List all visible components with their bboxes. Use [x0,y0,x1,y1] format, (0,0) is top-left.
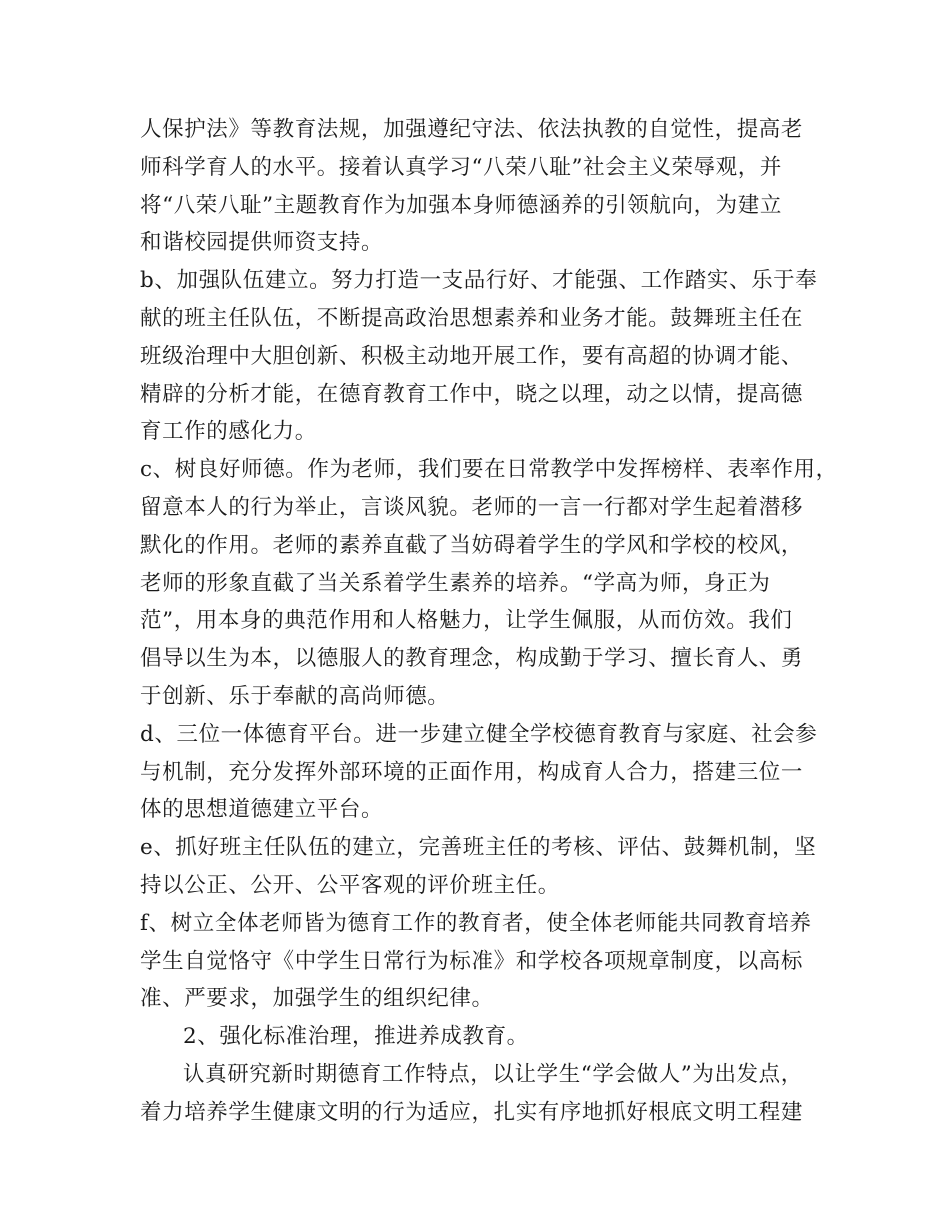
text-line: 和谐校园提供师资支持。 [140,230,384,256]
document-body [140,111,838,1132]
text-line: 着力培养学生健康文明的行为适应，扎实有序地抓好根底文明工程建 [140,1099,804,1125]
paragraph-item-f [140,905,820,1018]
paragraph-item-e [140,829,820,905]
text-line: e、抓好班主任队伍的建立，完善班主任的考核、评估、鼓舞机制，坚 [140,835,817,861]
text-line: 倡导以生为本，以德服人的教育理念，构成勤于学习、擅长育人、勇 [140,646,804,672]
text-line: 献的班主任队伍，不断提高政治思想素养和业务才能。鼓舞班主任在 [140,305,804,331]
text-line: 与机制，充分发挥外部环境的正面作用，构成育人合力，搭建三位一 [140,759,804,785]
text-line: 班级治理中大胆创新、积极主动地开展工作，要有高超的协调才能、 [140,343,804,369]
text-line: 师科学育人的水平。接着认真学习“八荣八耻”社会主义荣辱观，并 [140,154,782,180]
text-line: 持以公正、公开、公平客观的评价班主任。 [140,872,560,898]
text-line: 于创新、乐于奉献的高尚师德。 [140,683,450,709]
paragraph-intro-continuation [140,111,820,262]
heading-line: 2、强化标准治理，推进养成教育。 [183,1024,529,1050]
text-line: 人保护法》等教育法规，加强遵纪守法、依法执教的自觉性，提高老 [140,117,804,142]
section-heading-2 [140,1018,820,1056]
text-line: d、三位一体德育平台。进一步建立健全学校德育教育与家庭、社会参 [140,721,818,747]
text-line: 将“八荣八耻”主题教育作为加强本身师德涵养的引领航向，为建立 [140,192,782,218]
text-line: b、加强队伍建立。努力打造一支品行好、才能强、工作踏实、乐于奉 [140,268,818,294]
paragraph-section-2-body [140,1056,820,1132]
paragraph-item-c [140,451,838,716]
paragraph-item-b [140,262,820,451]
text-line: 老师的形象直截了当关系着学生素养的培养。“学高为师，身正为 [140,570,771,596]
text-line: 学生自觉恪守《中学生日常行为标准》和学校各项规章制度，以高标 [140,948,804,974]
text-line: 留意本人的行为举止，言谈风貌。老师的一言一行都对学生起着潜移 [140,494,804,520]
text-line: 默化的作用。老师的素养直截了当妨碍着学生的学风和学校的校风， [140,532,804,558]
text-line: c、树良好师德。作为老师，我们要在日常教学中发挥榜样、表率作用， [140,457,838,483]
text-line: 育工作的感化力。 [140,419,317,445]
paragraph-item-d [140,716,820,829]
text-line: 认真研究新时期德育工作特点，以让学生“学会做人”为出发点， [183,1061,803,1087]
text-line: 精辟的分析才能，在德育教育工作中，晓之以理，动之以情，提高德 [140,381,804,407]
text-line: 准、严要求，加强学生的组织纪律。 [140,986,494,1012]
text-line: 体的思想道德建立平台。 [140,797,384,823]
text-line: 范”，用本身的典范作用和人格魅力，让学生佩服，从而仿效。我们 [140,608,793,634]
text-line: f、树立全体老师皆为德育工作的教育者，使全体老师能共同教育培养 [140,910,812,936]
